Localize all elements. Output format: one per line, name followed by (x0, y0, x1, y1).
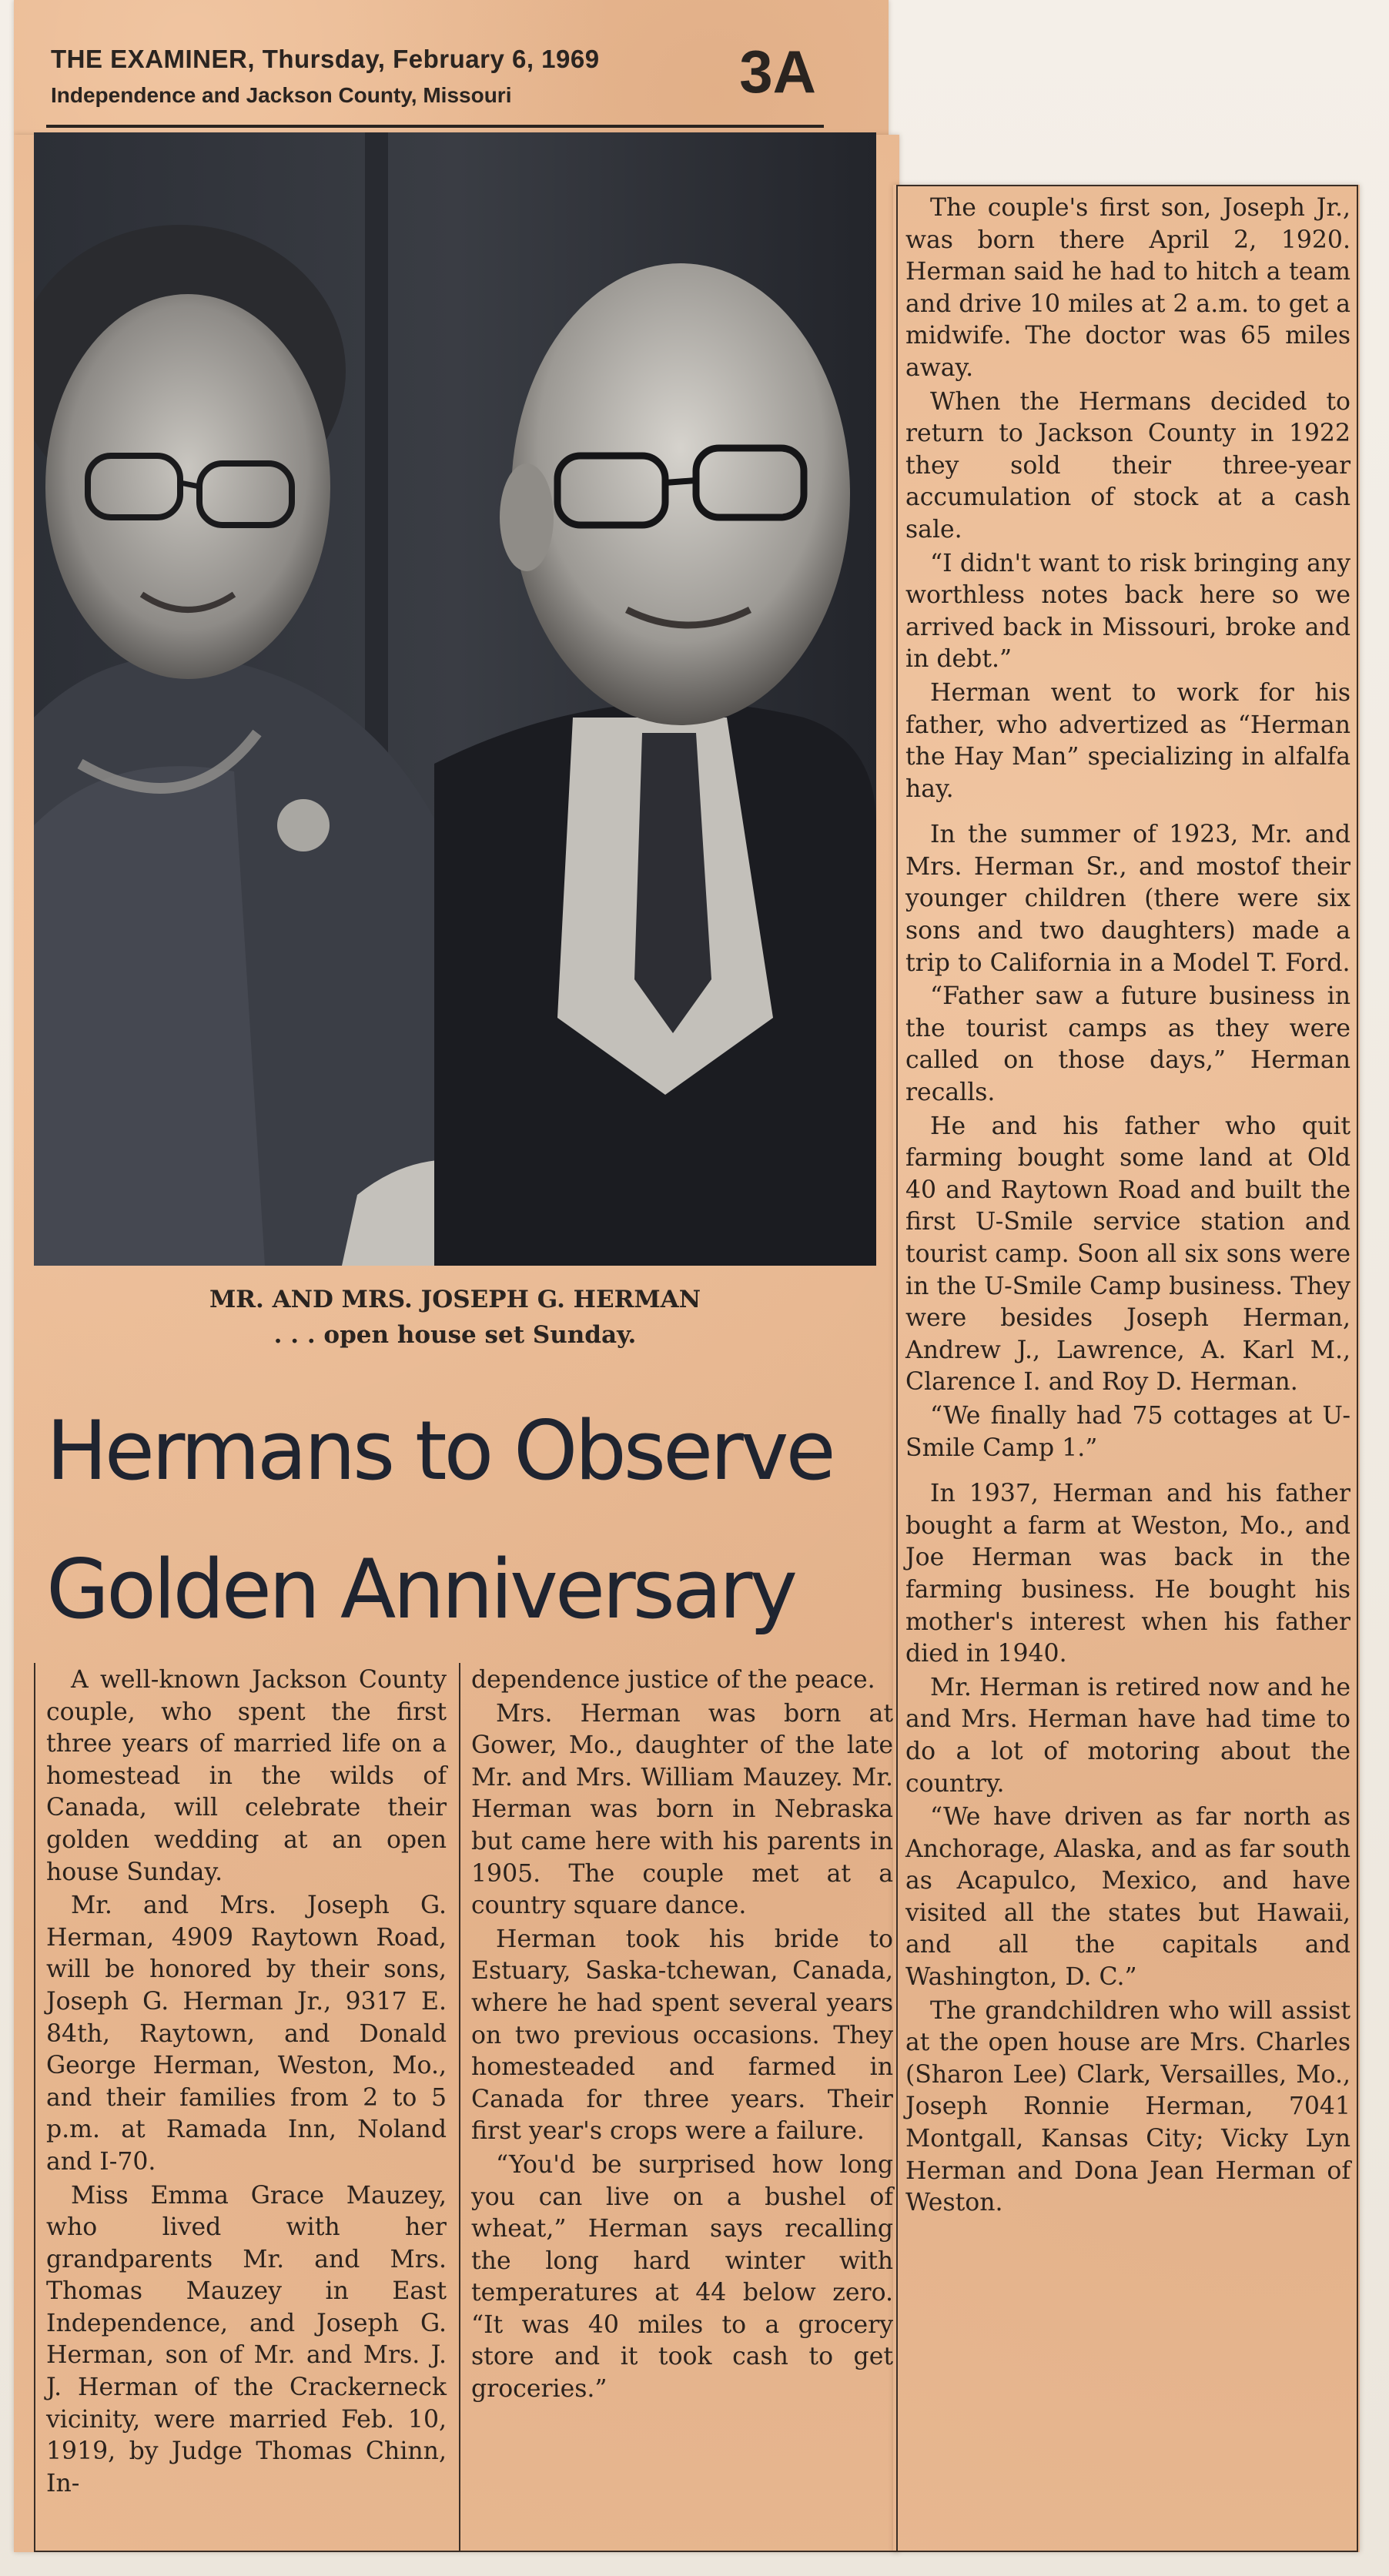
paragraph: In the summer of 1923, Mr. and Mrs. Herman Sr., and mostof their younger children (there were six sons and two daughters) made a trip to California in a Model T. Ford. (905, 821, 1351, 977)
caption-subtitle: . . . open house set Sunday. (273, 1321, 637, 1349)
column-rule-1-2 (459, 1663, 460, 2552)
masthead (46, 40, 824, 128)
paragraph: The grandchildren who will assist at the open house are Mrs. Charles (Sharon Lee) Clark, Versailles, Mo., Joseph Ronnie Herman, 7041 Montgall, Kansas City; Vicky Lyn Herman and Dona Jean Herman of Weston. (905, 1996, 1351, 2217)
paragraph: Herman went to work for his father, who advertized as “Herman the Hay Man” specializing in alfalfa hay. (905, 678, 1351, 803)
masthead-publication-date: THE EXAMINER, Thursday, February 6, 1969 (51, 45, 600, 73)
paragraph: “I didn't want to risk bringing any worthless notes back here so we arrived back in Missouri, broke and in debt.” (905, 549, 1351, 674)
bottom-rule-main (34, 2551, 896, 2552)
top-rule-right (896, 185, 1358, 186)
article-column-1 (46, 1664, 447, 2501)
paragraph: “We finally had 75 cottages at U-Smile Camp 1.” (905, 1401, 1351, 1462)
headline-line2: Golden Anniversary (46, 1542, 795, 1637)
paragraph: Herman took his bride to Estuary, Saska-tchewan, Canada, where he had spent several years on two previous occasions. They homesteaded and farmed in Canada for three years. Their first year's crops were a failure. (471, 1925, 893, 2146)
column-rule-left (34, 1663, 35, 2552)
portrait-photo-illustration (34, 132, 876, 1266)
paragraph: In 1937, Herman and his father bought a farm at Weston, Mo., and Joe Herman was back in the farming business. He bought his mother's interest when his father died in 1940. (905, 1480, 1351, 1668)
masthead-location: Independence and Jackson County, Missouri (51, 83, 512, 107)
article-column-2 (471, 1664, 893, 2407)
paragraph: A well-known Jackson County couple, who spent the first three years of married life on a homestead in the wilds of Canada, will celebrate their golden wedding at an open house Sunday. (46, 1666, 447, 1886)
paragraph: Miss Emma Grace Mauzey, who lived with her grandparents Mr. and Mrs. Thomas Mauzey in East Independence, and Joseph G. Herman, son of Mr. and Mrs. J. J. Herman of the Crackerneck vicinity, were married Feb. 10, 1919, by Judge Thomas Chinn, In- (46, 2181, 447, 2497)
page-number: 3A (739, 38, 816, 105)
headline-line1: Hermans to Observe (46, 1403, 833, 1498)
paragraph: “Father saw a future business in the tourist camps as they were called on those days,” Herman recalls. (905, 982, 1351, 1107)
column-rule-2-3 (896, 185, 898, 2552)
paragraph: Mr. and Mrs. Joseph G. Herman, 4909 Raytown Road, will be honored by their sons, Joseph G. Herman Jr., 9317 E. 84th, Raytown, and Donald George Herman, Weston, Mo., and their families from 2 to 5 p.m. at Ramada Inn, Noland and I-70. (46, 1892, 447, 2176)
caption-names: MR. AND MRS. JOSEPH G. HERMAN (209, 1286, 701, 1313)
paragraph: “We have driven as far north as Anchorage, Alaska, and as far south as Acapulco, Mexico, and have visited all the states but Hawaii, and all the capitals and Washington, D. C.” (905, 1803, 1351, 1992)
paragraph-continued: dependence justice of the peace. (471, 1666, 875, 1694)
paragraph: Mrs. Herman was born at Gower, Mo., daughter of the late Mr. and Mrs. William Mauzey. Mr. Herman was born in Nebraska but came here with his parents in 1905. The couple met at a country square dance. (471, 1699, 893, 1920)
paragraph: “You'd be surprised how long you can live on a bushel of wheat,” Herman says recalling the long hard winter with temperatures at 44 below zero. “It was 40 miles to a grocery store and it took cash to get groceries.” (471, 2150, 893, 2404)
paragraph: When the Hermans decided to return to Jackson County in 1922 they sold their three-year accumulation of stock at a cash sale. (905, 387, 1351, 544)
bottom-rule-right (896, 2551, 1358, 2552)
paragraph: The couple's first son, Joseph Jr., was born there April 2, 1920. Herman said he had to hitch a team and drive 10 miles at 2 a.m. to get a midwife. The doctor was 65 miles away. (905, 194, 1351, 382)
column-rule-right (1357, 185, 1358, 2552)
article-column-3 (905, 192, 1351, 2221)
article-headline (46, 1382, 885, 1659)
paragraph: He and his father who quit farming bought some land at Old 40 and Raytown Road and built the first U-Smile service station and tourist camp. Soon all six sons were in the U-Smile Camp business. They were besides Joseph Herman, Andrew J., Lawrence, A. Karl M., Clarence I. and Roy D. Herman. (905, 1112, 1351, 1397)
portrait-photo (34, 132, 876, 1266)
photo-caption (34, 1282, 876, 1353)
paragraph: Mr. Herman is retired now and he and Mrs. Herman have had time to do a lot of motoring about the country. (905, 1673, 1351, 1798)
